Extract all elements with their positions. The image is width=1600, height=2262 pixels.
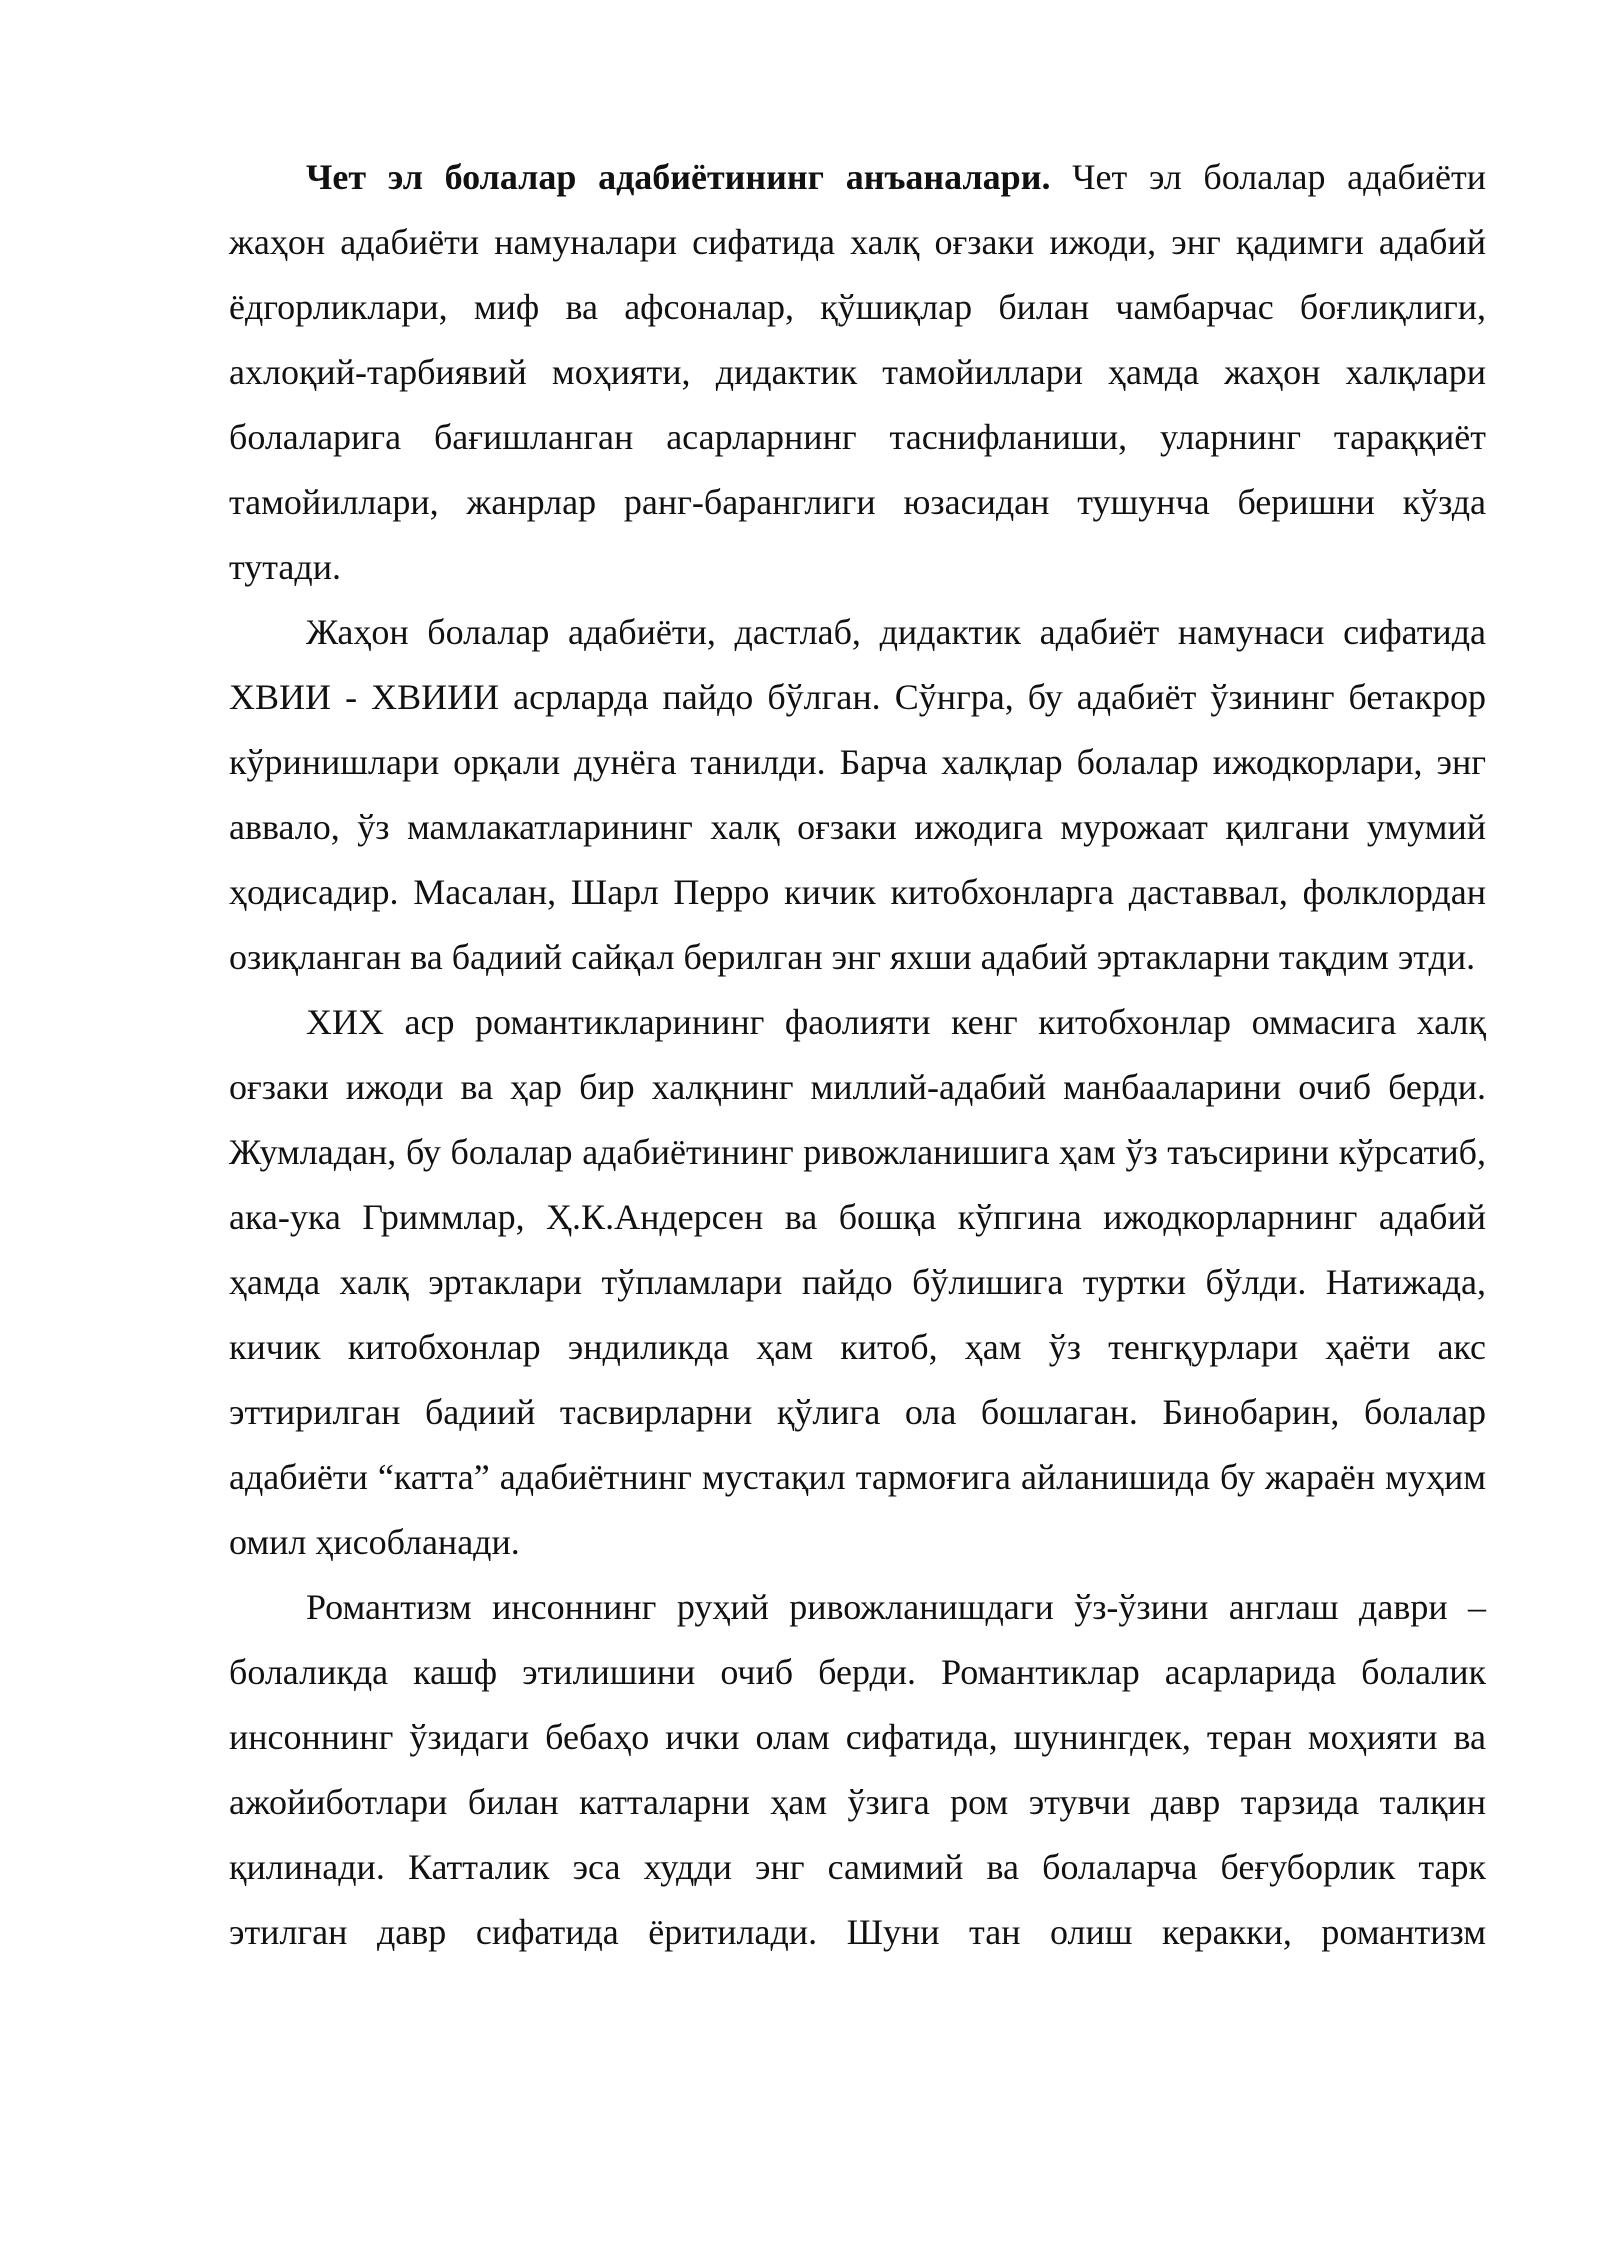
paragraph-3-text: ХИХ аср романтикларининг фаолияти кенг китобхонлар оммасига халқ оғзаки ижоди ва ҳар бир халқнинг миллий-адабий манбааларини очиб берди. Жумладан, бу болалар адабиётининг ривожланишига ҳам ўз таъсирини кўрсатиб, ака-ука Гриммлар, Ҳ.К.Андерсен ва бошқа кўпгина ижодкорларнинг адабий ҳамда халқ эртаклари тўпламлари пайдо бўлишига туртки бўлди. Натижада, кичик китобхонлар эндиликда ҳам китоб, ҳам ўз тенгқурлари ҳаёти акс эттирилган бадиий тасвирларни қўлига ола бошлаган. Бинобарин, болалар адабиёти “катта” адабиётнинг мустақил тармоғига айланишида бу жараён муҳим омил ҳисобланади. bbox=[229, 1002, 1486, 1562]
paragraph-4-text: Романтизм инсоннинг руҳий ривожланишдаги ўз-ўзини англаш даври – болаликда кашф этилишини очиб берди. Романтиклар асарларида болалик инсоннинг ўзидаги бебаҳо ички олам сифатида, шунингдек, теран моҳияти ва ажойиботлари билан катталарни ҳам ўзига ром этувчи давр тарзида талқин қилинади. Катталик эса худди энг самимий ва болаларча беғуборлик тарк этилган давр сифатида ёритилади. Шуни тан олиш керакки, романтизм bbox=[229, 1587, 1486, 1952]
paragraph-2 bbox=[229, 600, 1486, 990]
paragraph-1 bbox=[229, 145, 1486, 600]
paragraph-2-text: Жаҳон болалар адабиёти, дастлаб, дидактик адабиёт намунаси сифатида ХВИИ - ХВИИИ асрларда пайдо бўлган. Сўнгра, бу адабиёт ўзининг бетакрор кўринишлари орқали дунёга танилди. Барча халқлар болалар ижодкорлари, энг аввало, ўз мамлакатларининг халқ оғзаки ижодига мурожаат қилгани умумий ҳодисадир. Масалан, Шарл Перро кичик китобхонларга даставвал, фолклордан озиқланган ва бадиий сайқал берилган энг яхши адабий эртакларни тақдим этди. bbox=[229, 612, 1486, 977]
paragraph-1-text: Чет эл болалар адабиёти жаҳон адабиёти намуналари сифатида халқ оғзаки ижоди, энг қадимги адабий ёдгорликлари, миф ва афсоналар, қўшиқлар билан чамбарчас боғлиқлиги, ахлоқий-тарбиявий моҳияти, дидактик тамойиллари ҳамда жаҳон халқлари болаларига бағишланган асарларнинг таснифланиши, уларнинг тараққиёт тамойиллари, жанрлар ранг-баранглиги юзасидан тушунча беришни кўзда тутади. bbox=[229, 157, 1486, 587]
paragraph-3 bbox=[229, 990, 1486, 1575]
section-heading: Чет эл болалар адабиётининг анъаналари. bbox=[306, 157, 1051, 197]
document-body bbox=[229, 145, 1486, 1965]
paragraph-4 bbox=[229, 1575, 1486, 1965]
